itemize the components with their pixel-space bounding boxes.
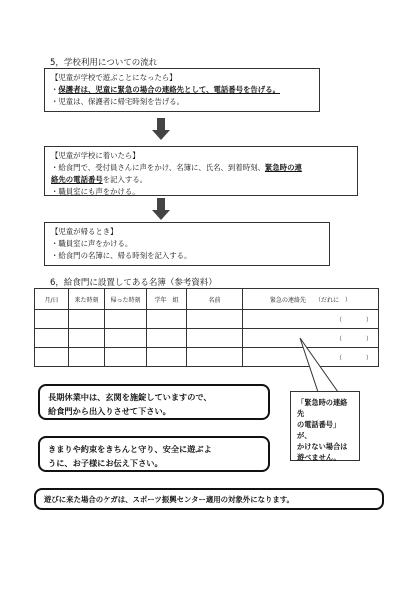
- flow-box-title: 【児童が学校で遊ぶことになったら】: [51, 73, 177, 82]
- section-5-heading: 5，学校利用についての流れ: [50, 58, 158, 68]
- flow-box-line: ・職員室に声をかける。: [51, 239, 133, 248]
- column-header: 帰った時刻: [105, 289, 147, 310]
- underlined-text: 絡先の電話番号: [51, 175, 103, 184]
- column-header: 月/日: [35, 289, 69, 310]
- column-header: 来た時刻: [69, 289, 105, 310]
- notice-safety-rules: [38, 436, 270, 472]
- notice-line: 給食門から出入りさせて下さい。: [48, 406, 171, 416]
- section-6-heading: 6，給食門に設置してある名簿（参考資料）: [50, 278, 217, 288]
- callout-line: 遊べません。: [297, 453, 341, 462]
- underlined-text: 保護者は、児童に緊急の場合の連絡先として、電話番号を告げる。: [58, 85, 280, 94]
- table-cell: （ ）: [243, 348, 379, 367]
- callout-line: 「緊急時の連絡先: [297, 398, 348, 418]
- notice-line: うに、お子様にお伝え下さい。: [48, 458, 163, 468]
- bullet: ・: [51, 85, 59, 94]
- callout-line: かけない場合は: [297, 442, 348, 451]
- notice-gate-entry: [38, 384, 270, 420]
- underlined-text: 緊急時の連: [264, 163, 302, 172]
- notice-line: きまりや約束をきちんと守り、安全に遊ぶよ: [48, 444, 212, 454]
- column-header: 緊急の連絡先 （だれに ）: [243, 289, 379, 310]
- table-cell: （ ）: [243, 329, 379, 348]
- notice-insurance-exclusion: 遊びに来た場合のケガは、スポーツ振興センター適用の対象外になります。: [34, 488, 384, 510]
- column-header: 名前: [187, 289, 243, 310]
- flow-box-line: ・職員室にも声をかける。: [51, 187, 140, 196]
- flow-box-line: ・児童は、保護者に帰宅時刻を告げる。: [51, 97, 185, 106]
- column-header: 学年 組: [147, 289, 187, 310]
- flow-box-title: 【児童が学校に着いたら】: [51, 151, 140, 160]
- notice-line: 長期休業中は、玄関を施錠していますので、: [48, 392, 212, 402]
- plain-text: ・給食門で、受付員さんに声をかけ、名簿に、氏名、到着時刻、: [51, 163, 265, 172]
- table-cell: （ ）: [243, 310, 379, 329]
- plain-text: を記入する。: [102, 175, 148, 184]
- flow-box-line: ・給食門の名簿に、帰る時刻を記入する。: [51, 251, 192, 260]
- emergency-contact-callout: [290, 391, 360, 461]
- callout-line: の電話番号」が、: [297, 420, 341, 440]
- flow-box-title: 【児童が帰るとき】: [51, 227, 118, 236]
